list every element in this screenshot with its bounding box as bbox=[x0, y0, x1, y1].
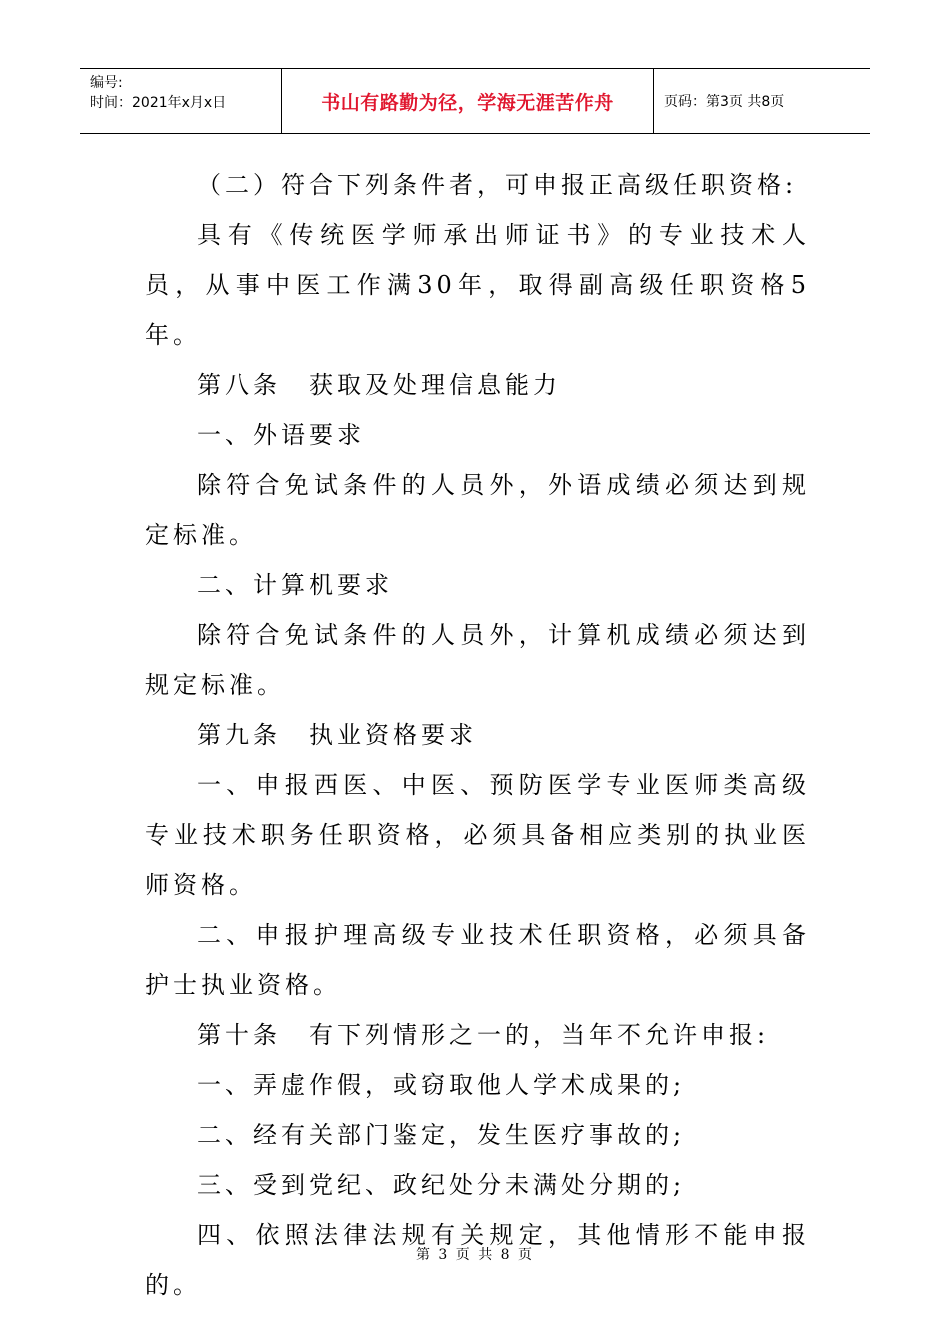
header-page-number: 页码：第3页 共8页 bbox=[664, 94, 785, 110]
page-header bbox=[80, 68, 870, 134]
document-time-label: 时间：2021年x月x日 bbox=[90, 95, 227, 111]
article-heading: 第八条 获取及处理信息能力 bbox=[197, 371, 561, 399]
header-motto-cell bbox=[282, 69, 654, 133]
header-meta bbox=[80, 69, 282, 133]
section-heading: 一、外语要求 bbox=[197, 421, 365, 449]
paragraph: 具有《传统医学师承出师证书》的专业技术人员，从事中医工作满30年，取得副高级任职资格5年。 bbox=[145, 221, 810, 349]
article-heading: 第九条 执业资格要求 bbox=[197, 721, 477, 749]
header-motto: 书山有路勤为径，学海无涯苦作舟 bbox=[321, 91, 614, 114]
document-number-label: 编号: bbox=[90, 75, 123, 91]
section-heading: 二、计算机要求 bbox=[197, 571, 393, 599]
list-item: 四、依照法律法规有关规定，其他情形不能申报的。 bbox=[145, 1221, 810, 1299]
paragraph: 二、申报护理高级专业技术任职资格，必须具备护士执业资格。 bbox=[145, 921, 810, 999]
paragraph: 除符合免试条件的人员外，计算机成绩必须达到规定标准。 bbox=[145, 621, 810, 699]
article-heading: 第十条 有下列情形之一的，当年不允许申报: bbox=[197, 1021, 770, 1049]
document-body bbox=[145, 160, 810, 1310]
paragraph: 除符合免试条件的人员外，外语成绩必须达到规定标准。 bbox=[145, 471, 810, 549]
paragraph: 一、申报西医、中医、预防医学专业医师类高级专业技术职务任职资格，必须具备相应类别的执业医师资格。 bbox=[145, 771, 810, 899]
list-item: 一、弄虚作假，或窃取他人学术成果的; bbox=[197, 1071, 686, 1099]
header-page-cell bbox=[654, 69, 870, 133]
list-item: 三、受到党纪、政纪处分未满处分期的; bbox=[197, 1171, 686, 1199]
list-item: 二、经有关部门鉴定，发生医疗事故的; bbox=[197, 1121, 686, 1149]
paragraph: （二）符合下列条件者，可申报正高级任职资格: bbox=[197, 171, 798, 199]
page-footer: 第 3 页 共 8 页 bbox=[415, 1247, 535, 1263]
